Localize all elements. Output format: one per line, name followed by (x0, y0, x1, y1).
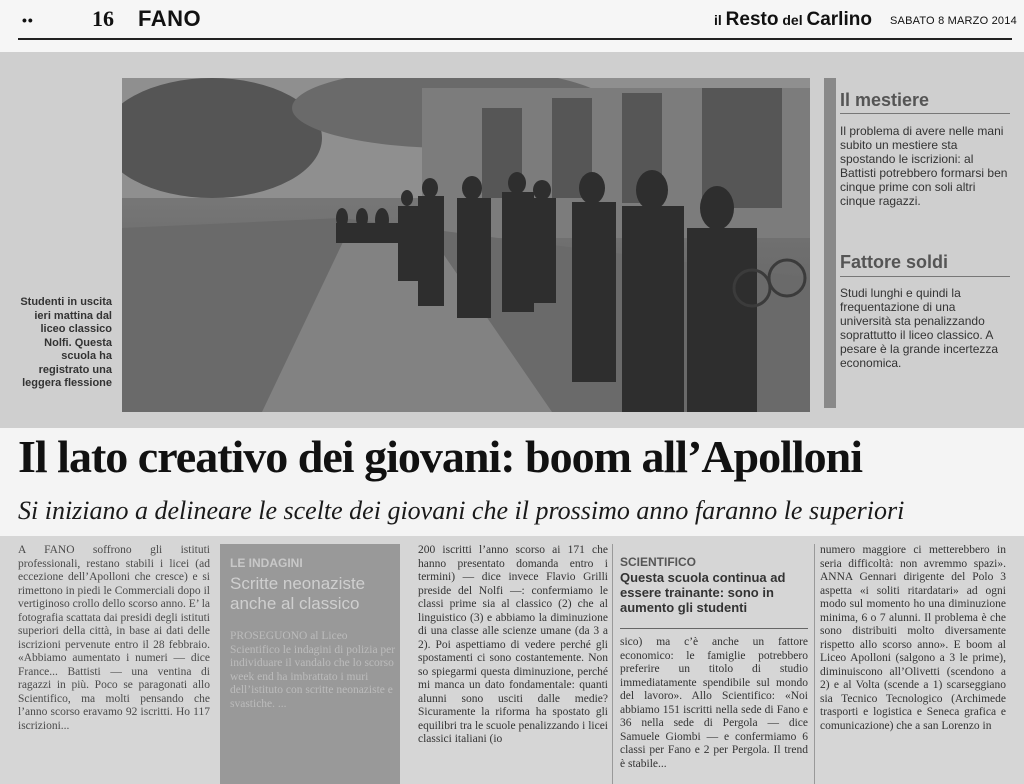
scientifico-kicker: SCIENTIFICO (620, 555, 697, 569)
sidebar-text-2: Studi lunghi e quindi la frequentazione di una università sta penalizzando soprattutto il liceo classico. A pesare è la grande incertezza economica. (840, 286, 999, 370)
photo-illustration (122, 78, 810, 412)
sidebar-rule-2 (840, 276, 1010, 277)
sidebar-strip (824, 78, 836, 408)
scientifico-rule (620, 628, 808, 629)
sidebar-heading-1: Il mestiere (840, 90, 930, 110)
column-rule (612, 544, 613, 784)
column-rule-2 (814, 544, 815, 784)
article-column-5: numero maggiore ci metterebbero in seria difficoltà: non avremmo spazi». ANNA Gennari dirigente del Polo 3 aspetta «i soliti ritardatari» ad ogni modo sul momento ho una diminuzione minima, 6 o 7 alunni. Il problema è che sono distribuiti molto diversamente rispetto allo scorso anno». E boom al Liceo Apolloni (salgono a 3 le prime), diminuiscono all’Olivetti (scendono a 2) e al Volta (scende a 1) scarseggiano sia Tecnico Tecnologico (Archimede trasporti e logistica e Seneca grafica e comunicazione) che a san Lorenzo in (820, 544, 1006, 732)
newspaper-logo: il Resto del Carlino (714, 9, 872, 30)
article-column-4: sico) ma c’è anche un fattore economico: le famiglie potrebbero preferire un titolo di studio immediatamente spendibile sul mondo del lavoro». Allo Scientifico: «Noi abbiamo 151 iscritti nella sede di Fano e 36 nella sede di Pergola — dice Samuele Giombi — e confermiamo 6 classi per Fano e 2 per Pergola. Il trend è stabile... (620, 636, 808, 770)
article-headline: Il lato creativo dei giovani: boom all’Apolloni (18, 431, 863, 482)
article-column-1: A FANO soffrono gli istituti professionali, restano stabili i licei (ad eccezione dell’Apolloni che cresce) e si rimettono in piedi le Commerciali dopo il vertiginoso crollo dello scorso anno. E’ la fotografia scattata dai presidi degli istituti superiori della città, in base ai dati delle iscrizioni pervenute entro il 28 febbraio. «Abbiamo aumentato i numeri — dice France... Battisti — una ventina di ragazzi in più. Poco se paragonati allo Scientifico, ma molti pensando che l’anno scorso eravamo 92 iscritti. Ho 117 iscrizioni... (18, 544, 210, 732)
header-dots: •• (22, 12, 34, 28)
page-number: 16 (92, 6, 114, 31)
sidebar-text-1: Il problema di avere nelle mani subito un mestiere sta spostando le iscrizioni: al Battisti potrebbero formarsi ben cinque prime con soli altri cinque ragazzi. (840, 124, 1008, 208)
scientifico-title: Questa scuola continua ad essere trainante: sono in aumento gli studenti (620, 570, 786, 615)
article-column-3: 200 iscritti l’anno scorso ai 171 che hanno presentato domanda entro i termini) — dice invece Flavio Grilli preside del Nolfi —: confermiamo le classi prime sia al classico (2) che al linguistico (3) e abbiamo la diminuzione di una classe alle scienze umane (da 3 a 2). Poi aspettiamo di vedere perché gli spostamenti ci sono costantemente. Non so spiegarmi questa diminuzione, perché mi manca un dato fondamentale: quanti alunni sono usciti dalle medie? Sicuramente la riforma ha spostato gli equilibri tra le scuole penalizzando i licei classici italiani (io (418, 544, 608, 745)
students-photo (122, 78, 810, 412)
page-header (0, 0, 1024, 52)
inset-kicker: LE INDAGINI (230, 556, 303, 570)
inset-title: Scritte neonaziste anche al classico (230, 574, 366, 613)
sidebar-rule-1 (840, 113, 1010, 114)
section-title: FANO (138, 6, 202, 31)
issue-date: SABATO 8 MARZO 2014 (890, 15, 1017, 27)
photo-caption: Studenti in uscita ieri mattina dal liceo classico Nolfi. Questa scuola ha registrato una leggera flessione (20, 296, 112, 389)
header-rule (18, 38, 1012, 40)
sidebar-heading-2: Fattore soldi (840, 252, 949, 272)
article-subhead: Si iniziano a delineare le scelte dei giovani che il prossimo anno faranno le superiori (18, 496, 905, 525)
inset-text: PROSEGUONO al Liceo Scientifico le indagini di polizia per individuare il vandalo che lo scorso week end ha imbrattato i muri dell’istituto con scritte neonaziste e svastiche. ... (230, 630, 396, 710)
